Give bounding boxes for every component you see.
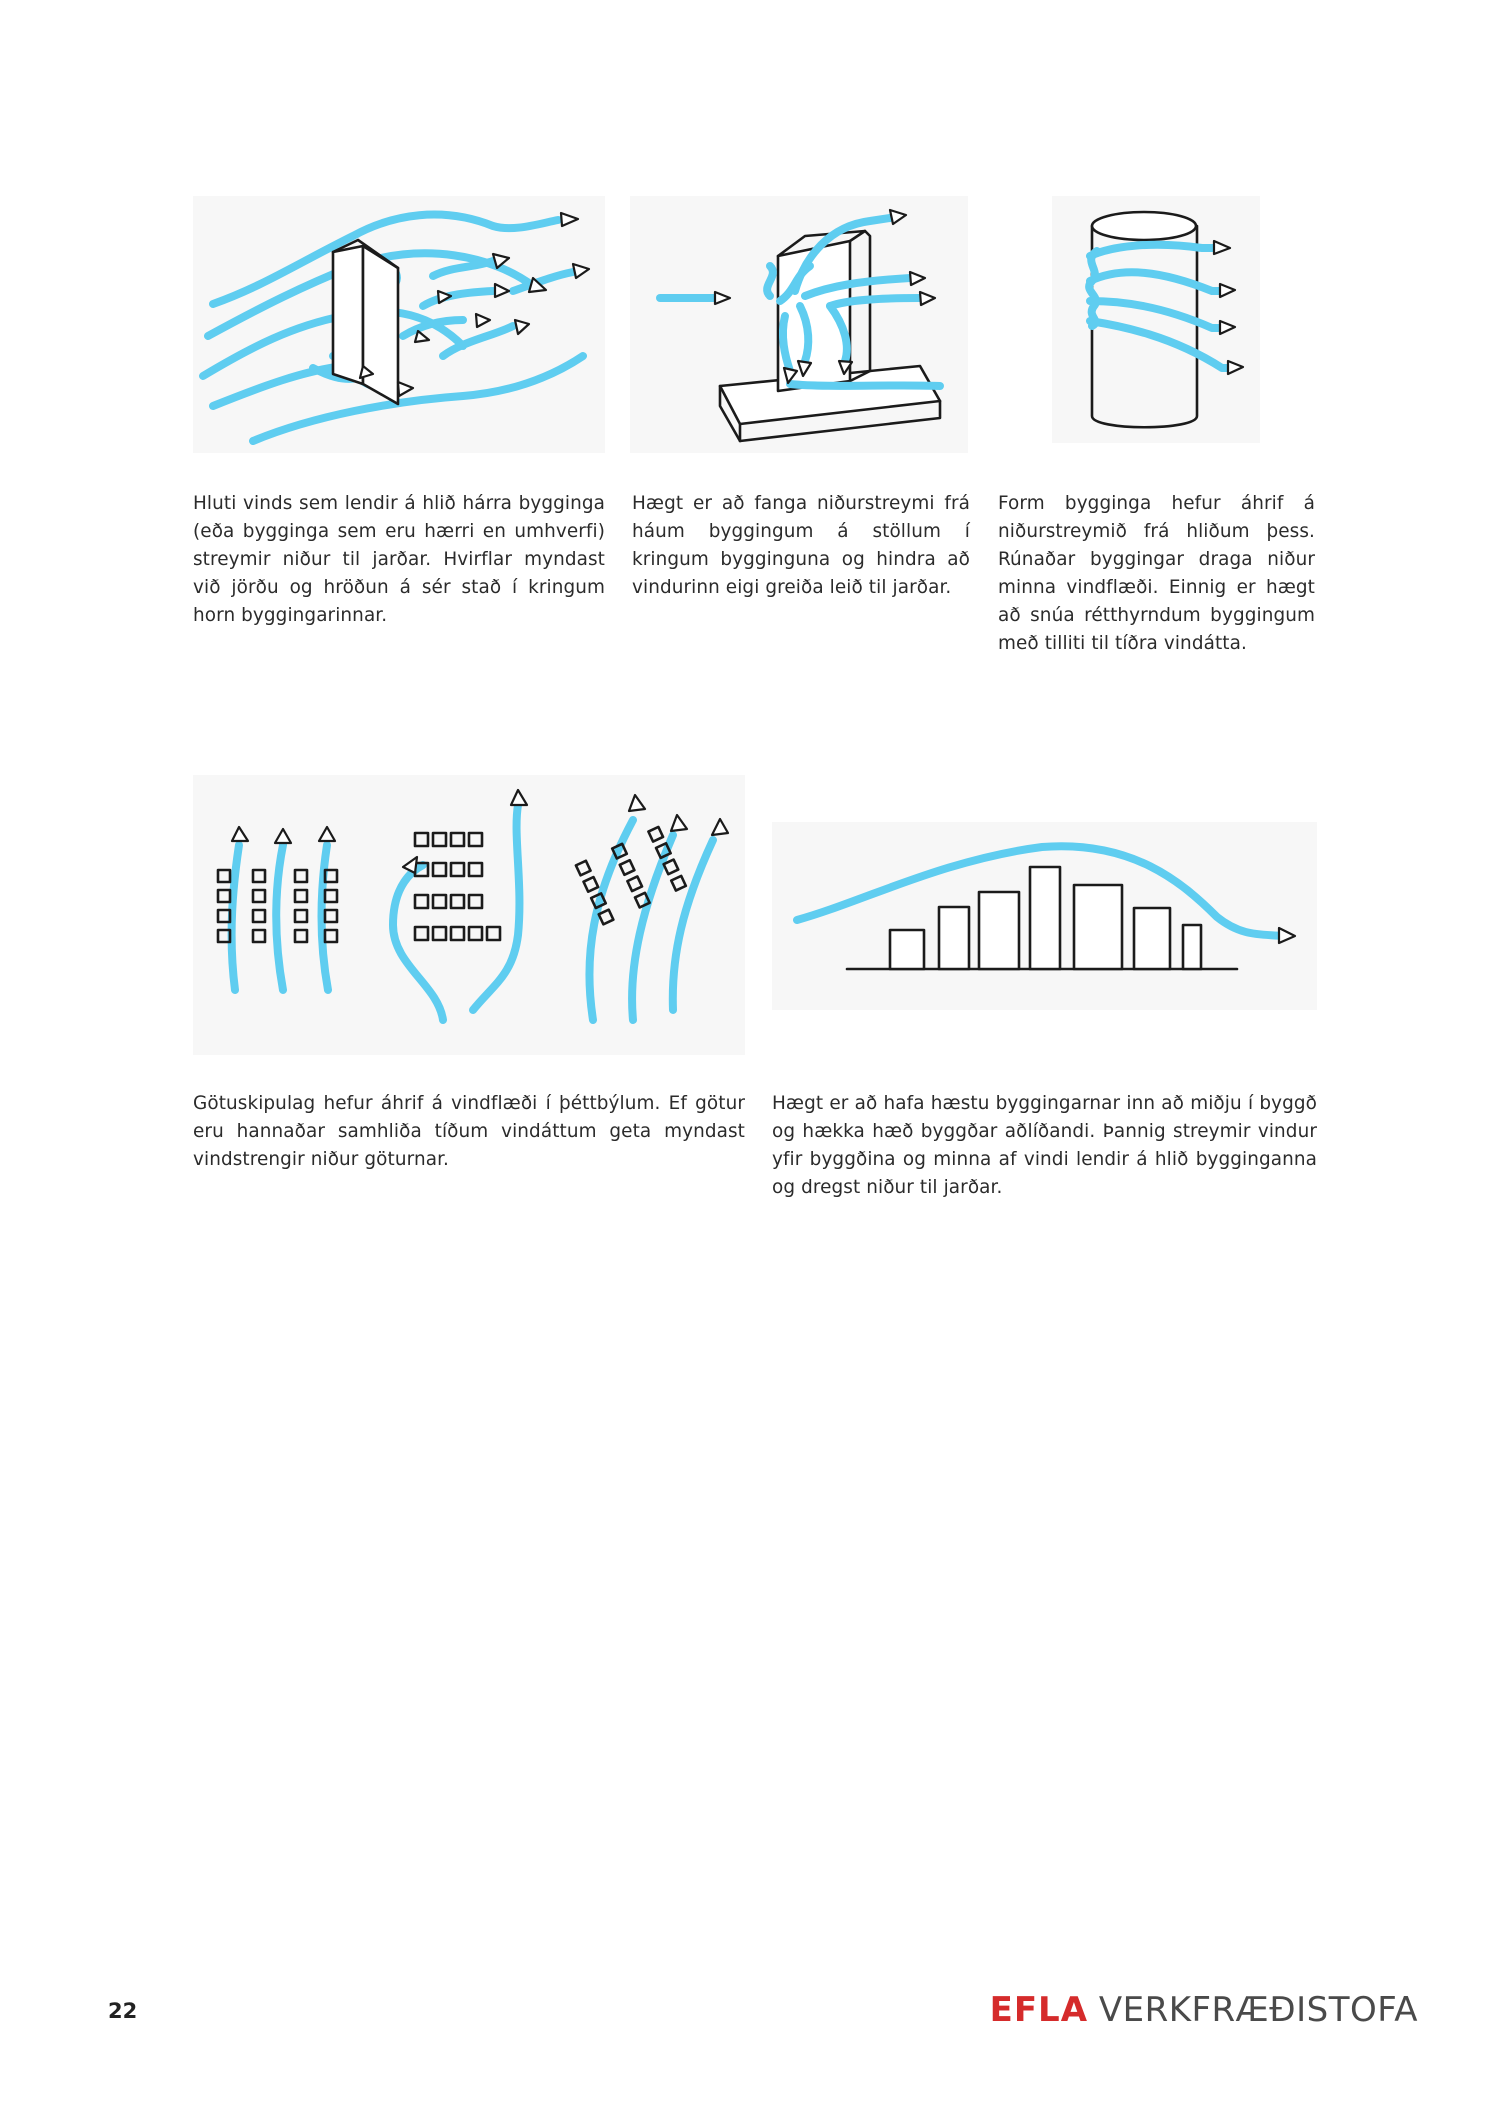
logo-brand: EFLA	[989, 1990, 1089, 2030]
sketch-tall-building-downdraft	[193, 196, 605, 453]
building-on-podium-illustration	[630, 196, 968, 453]
sketch-height-gradient	[772, 822, 1317, 1010]
caption-tall-building-downdraft: Hluti vinds sem lendir á hlið hárra bygginga (eða bygginga sem eru hærri en umhverfi) streymir niður til jarðar. Hvirflar myndast við jörðu og hröðun á sér stað í kringum horn byggingarinnar.	[193, 493, 605, 626]
caption-building-on-podium: Hægt er að fanga niðurstreymi frá háum byggingum á stöllum í kringum bygginguna og hindra að vindurinn eigi greiða leið til jarðar.	[632, 493, 970, 598]
caption-round-building: Form bygginga hefur áhrif á niðurstreymið frá hliðum þess. Rúnaðar byggingar draga niður minna vindflæði. Einnig er hægt að snúa rétthyrndum byggingum með tilliti til tíðra vindátta.	[998, 493, 1315, 654]
caption-height-gradient: Hægt er að hafa hæstu byggingarnar inn að miðju í byggð og hækka hæð byggðar aðlíðandi. Þannig streymir vindur yfir byggðina og minna af vindi lendir á hlið bygginganna og dregst niður til jarðar.	[772, 1093, 1317, 1198]
diagonal-streets	[576, 795, 728, 1020]
height-gradient-illustration	[772, 822, 1317, 1010]
sketch-street-layout	[193, 775, 745, 1055]
tall-building-downdraft-illustration	[193, 196, 605, 453]
perpendicular-streets	[393, 790, 527, 1020]
street-layout-illustration	[193, 775, 745, 1055]
page-number: 22	[108, 1999, 138, 2023]
sketch-round-building	[1052, 196, 1260, 443]
efla-logo	[990, 1990, 1418, 2030]
parallel-streets	[218, 827, 337, 990]
caption-street-layout: Götuskipulag hefur áhrif á vindflæði í þéttbýlum. Ef götur eru hannaðar samhliða tíðum vindáttum geta myndast vindstrengir niður göturnar.	[193, 1093, 745, 1170]
logo-unit: VERKFRÆÐISTOFA	[1098, 1990, 1418, 2030]
round-building-illustration	[1052, 196, 1260, 443]
sketch-building-on-podium	[630, 196, 968, 453]
